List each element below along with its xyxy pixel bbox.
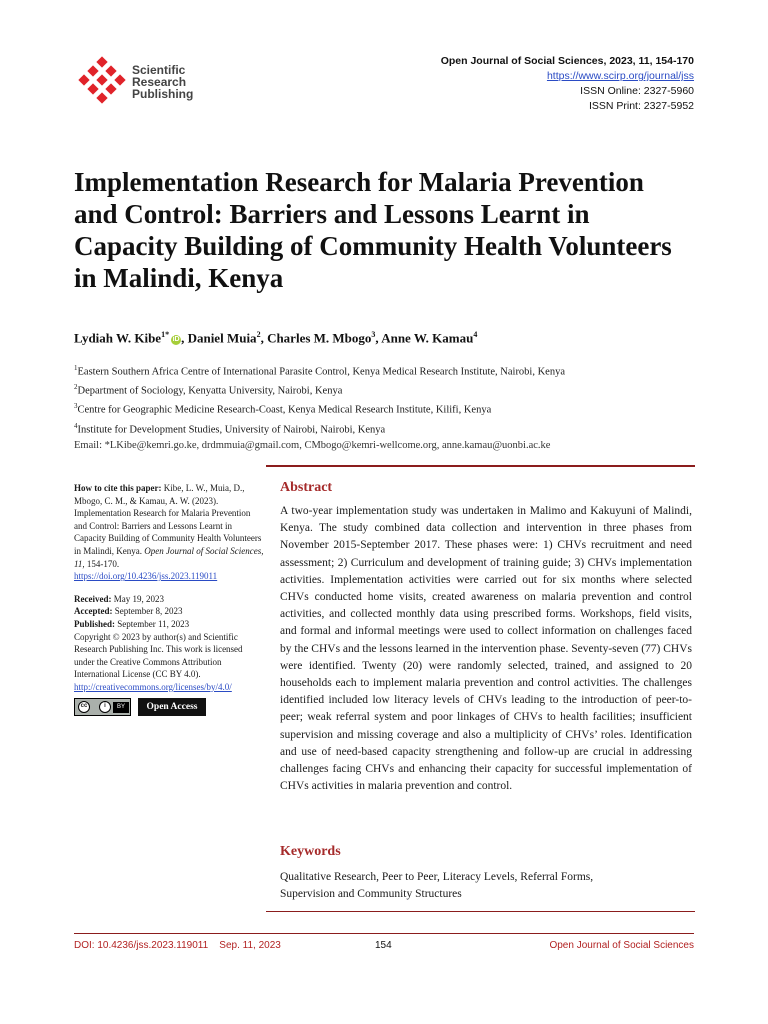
citation-sidebar [74,482,264,716]
accepted-date: Accepted: September 8, 2023 [74,606,183,617]
abstract-text: A two-year implementation study was undertaken in Malimo and Kakuyuni of Malindi, Kenya. The study combined data collection and intervention in three phases from November 2015-September 2017. These phases were: 1) CHVs recruitment and need assessment; 2) Curriculum and development of training guide; 3) CHVs implementation activities. Implementation activities were carried out for six months where selected CHVs conducted home visits, created awareness on malaria prevention and control activities, and collected monthly data using prescribed forms. Workshops, field visits, and formal and informal meetings were used to collect information on challenges faced by the CHVs and the lessons learned in the intervention phase. Seventy-seven (77) CHVs were identified. Twenty (20) were randomly selected, trained, and assigned to 20 households each to implement malaria prevention and control activities. The challenges identified included low literacy levels of CHVs leading to the introduction of peer-to-peer; weak referral system and poor linkages of CHVs to health facilities; insufficient supervision and missing coverage and also a multiplicity of CHVs’ roles. Identification and use of need-based capacity strengthening and follow-up are crucial in addressing challenges facing CHVs and enhancing their capacity for successful implementation of CHVs activities in malaria prevention and control. [280,505,692,793]
issn-print: ISSN Print: 2327-5952 [588,100,694,112]
affiliations [74,361,565,454]
page-number: 154 [375,940,392,951]
license-link[interactable]: http://creativecommons.org/licenses/by/4.0/ [74,681,232,692]
author-name: , Daniel Muia [181,330,257,346]
keywords-line: Supervision and Community Structures [280,888,462,900]
abstract-top-rule [266,465,695,467]
author-sup: 2 [256,330,261,339]
affiliation-item: $^3$Centre for Geographic Medicine Research-Coast, Kenya Medical Research Institute, Kilifi, Kenya [74,402,492,416]
abstract-heading: Abstract [280,480,333,495]
published-date: Published: September 11, 2023 [74,618,190,629]
issn-online: ISSN Online: 2327-5960 [580,85,694,97]
affiliation-item: $^4$Institute for Development Studies, University of Nairobi, Nairobi, Kenya [74,421,386,436]
publisher-logo [78,56,208,112]
author-name: , Charles M. Mbogo [260,330,372,346]
footer-rule [74,933,694,934]
affiliation-item: $^2$Department of Sociology, Kenyatta University, Nairobi, Kenya [74,383,343,397]
keywords-list [280,869,690,903]
author-sup: 4 [473,330,478,339]
author-sup: 3 [371,330,376,339]
cc-icon: cc [78,701,90,713]
journal-url-link[interactable]: https://www.scirp.org/journal/jss [546,70,694,82]
open-access-badge: Open Access [138,698,206,716]
publication-dates [74,593,264,631]
diamond-logo-icon [78,56,130,108]
author-sup: 1* [161,330,170,339]
orcid-icon[interactable]: iD [172,336,180,344]
author-name: , Anne W. Kamau [375,330,474,346]
publisher-name: Scientific Research Publishing [132,63,194,101]
footer-doi-date: DOI: 10.4236/jss.2023.119011 Sep. 11, 2023 [74,940,281,951]
footer-journal-name: Open Journal of Social Sciences [549,940,694,951]
cc-by-badge[interactable] [74,698,131,716]
by-label: BY [113,702,129,713]
how-to-cite: How to cite this paper: Kibe, L. W., Muia, D., Mbogo, C. M., & Kamau, A. W. (2023). Implementation Research for Malaria Prevention and Control: Barriers and Lessons Learnt in Capacity Building of Community Health Volunteers in Malindi, Kenya. Open Journal of Social Sciences, 11, 154-170. https://doi.org/10.4236/jss.2023.119011 [74,483,264,582]
keywords-line: Qualitative Research, Peer to Peer, Literacy Levels, Referral Forms, [280,871,594,883]
journal-citation-line: Open Journal of Social Sciences, 2023, 11, 154-170 [440,55,694,67]
copyright-notice: Copyright © 2023 by author(s) and Scientific Research Publishing Inc. This work is licensed under the Creative Commons Attribution International License (CC BY 4.0). http://creativecommons.org/licenses/by/4.0/ [74,631,243,692]
author-name: Lydiah W. Kibe [74,330,162,346]
keywords-heading: Keywords [280,844,341,859]
journal-info [441,54,694,114]
affiliation-item: $^1$Eastern Southern Africa Centre of International Parasite Control, Kenya Medical Research Institute, Nairobi, Kenya [74,364,566,378]
license-badges [74,698,264,716]
person-icon: i [99,701,111,713]
keywords-bottom-rule [266,911,695,912]
paper-title: Implementation Research for Malaria Prevention and Control: Barriers and Lessons Learnt in Capacity Building of Community Health Volunteers in Malindi, Kenya [74,167,672,293]
received-date: Received: May 19, 2023 [74,593,164,604]
author-list [74,330,477,346]
email-line: Email: *LKibe@kemri.go.ke, drdmmuia@gmail.com, CMbogo@kemri-wellcome.org, anne.kamau@uonbi.ac.ke [74,439,551,451]
doi-link[interactable]: https://doi.org/10.4236/jss.2023.119011 [74,571,218,582]
